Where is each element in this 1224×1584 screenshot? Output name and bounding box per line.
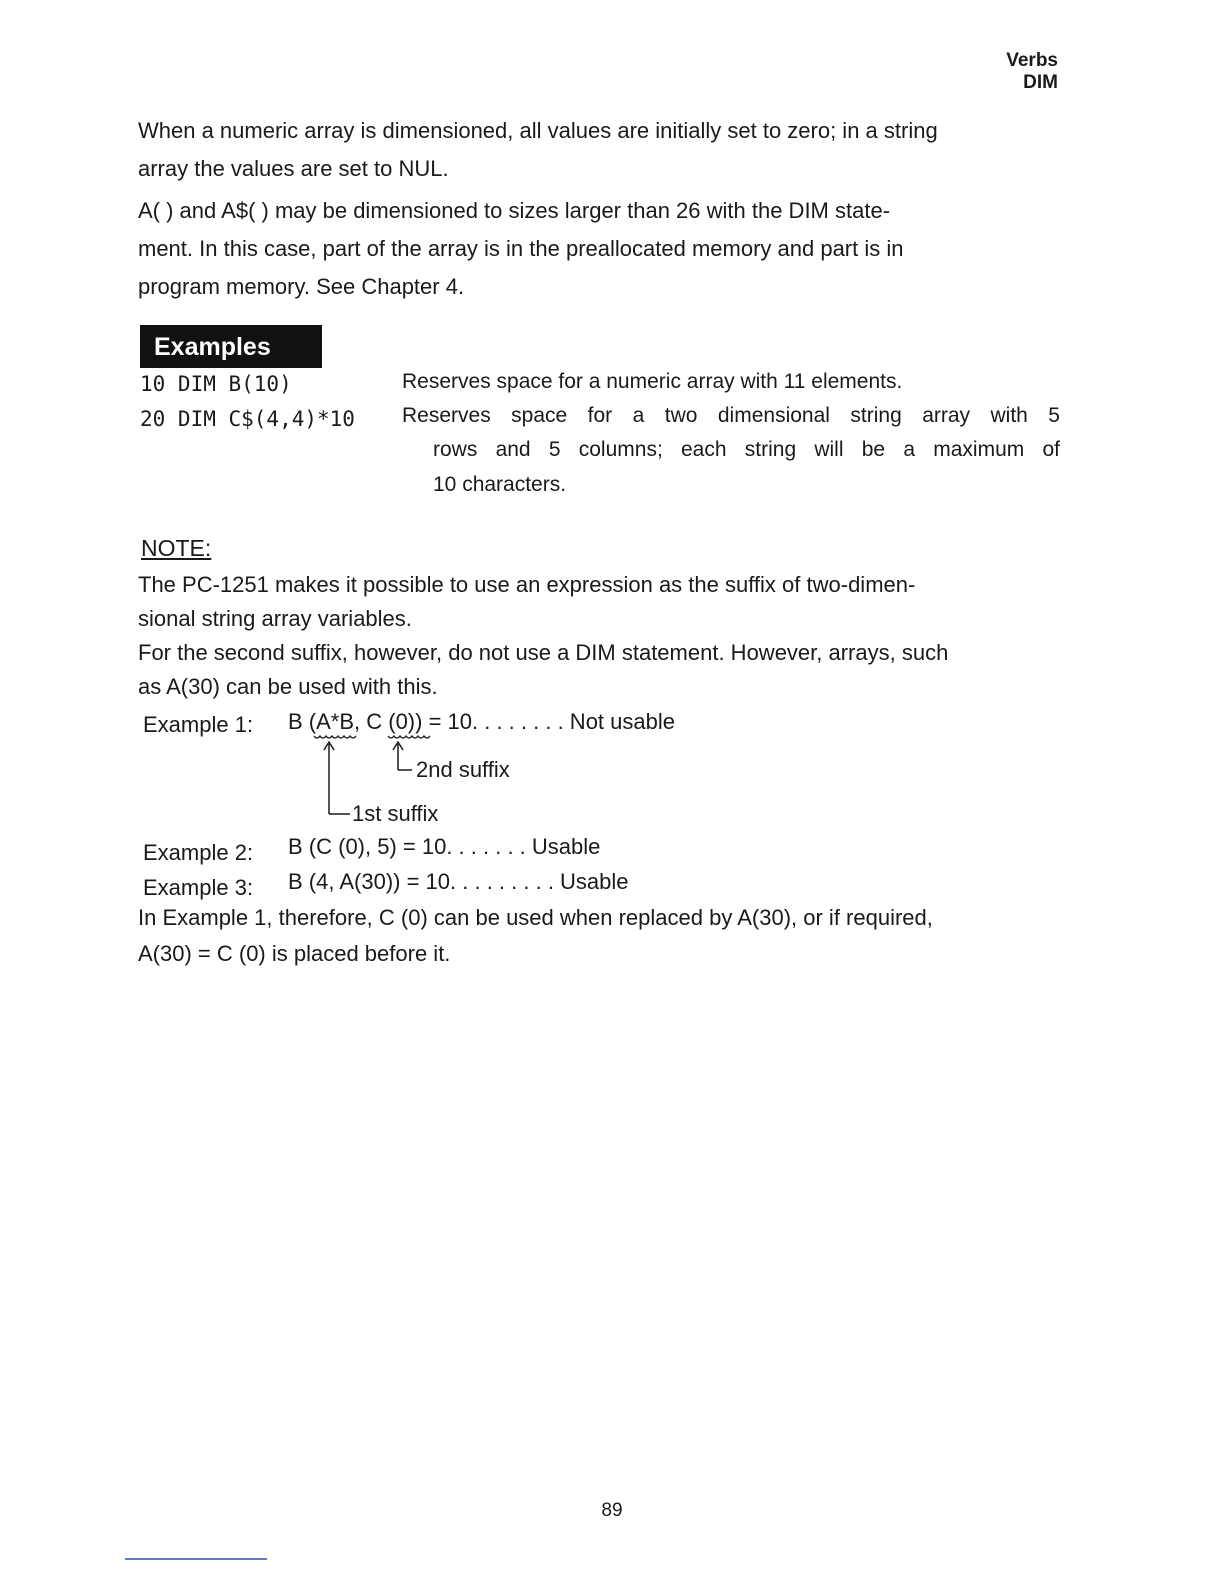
- example-2-label: Example 2:: [143, 840, 254, 865]
- example-description: Reserves space for a two dimensional string array with 5: [402, 404, 1060, 427]
- text-line: When a numeric array is dimensioned, all values are initially set to zero; in a string: [138, 118, 938, 143]
- example-1-label: Example 1:: [143, 712, 254, 737]
- note-heading: NOTE:: [141, 535, 212, 561]
- section-header: [1006, 50, 1058, 94]
- example-code: 20 DIM C$(4,4)*10: [140, 407, 355, 431]
- conclusion-paragraph: [138, 900, 1060, 972]
- text-line: as A(30) can be used with this.: [138, 674, 438, 699]
- wavy-underline-icon: [388, 736, 430, 738]
- second-suffix-label: 2nd suffix: [416, 757, 510, 782]
- text-line: A(30) = C (0) is placed before it.: [138, 941, 451, 966]
- text-line: In Example 1, therefore, C (0) can be used when replaced by A(30), or if required,: [138, 905, 933, 930]
- text-line: sional string array variables.: [138, 606, 412, 631]
- text-line: ment. In this case, part of the array is in the preallocated memory and part is in: [138, 236, 904, 261]
- note-paragraph: [138, 568, 1060, 704]
- dimension-paragraph: [138, 192, 1060, 306]
- example-1-expression: B (A*B, C (0)) = 10. . . . . . . . Not usable: [288, 709, 675, 734]
- page-number: 89: [601, 1500, 623, 1521]
- example-description: Reserves space for a numeric array with 11 elements.: [402, 370, 903, 393]
- example-3-expression: B (4, A(30)) = 10. . . . . . . . . Usable: [288, 869, 629, 894]
- text-line: For the second suffix, however, do not use a DIM statement. However, arrays, such: [138, 640, 949, 665]
- text-line: array the values are set to NUL.: [138, 156, 449, 181]
- divider: [125, 1558, 267, 1560]
- section-title: Verbs: [1006, 50, 1058, 71]
- wavy-underline-icon: [314, 736, 356, 738]
- first-suffix-label: 1st suffix: [352, 801, 439, 826]
- text-line: The PC-1251 makes it possible to use an expression as the suffix of two-dimen-: [138, 572, 916, 597]
- example-code: 10 DIM B(10): [140, 372, 292, 396]
- example-2-expression: B (C (0), 5) = 10. . . . . . . Usable: [288, 834, 601, 859]
- verb-title: DIM: [1023, 72, 1058, 93]
- text-line: program memory. See Chapter 4.: [138, 274, 465, 299]
- intro-paragraph: [138, 112, 1060, 188]
- text-line: A( ) and A$( ) may be dimensioned to sizes larger than 26 with the DIM state-: [138, 198, 891, 223]
- example-description: rows and 5 columns; each string will be a maximum of: [433, 438, 1060, 461]
- examples-heading: Examples: [140, 325, 322, 368]
- example-description: 10 characters.: [433, 473, 567, 496]
- example-3-label: Example 3:: [143, 875, 254, 900]
